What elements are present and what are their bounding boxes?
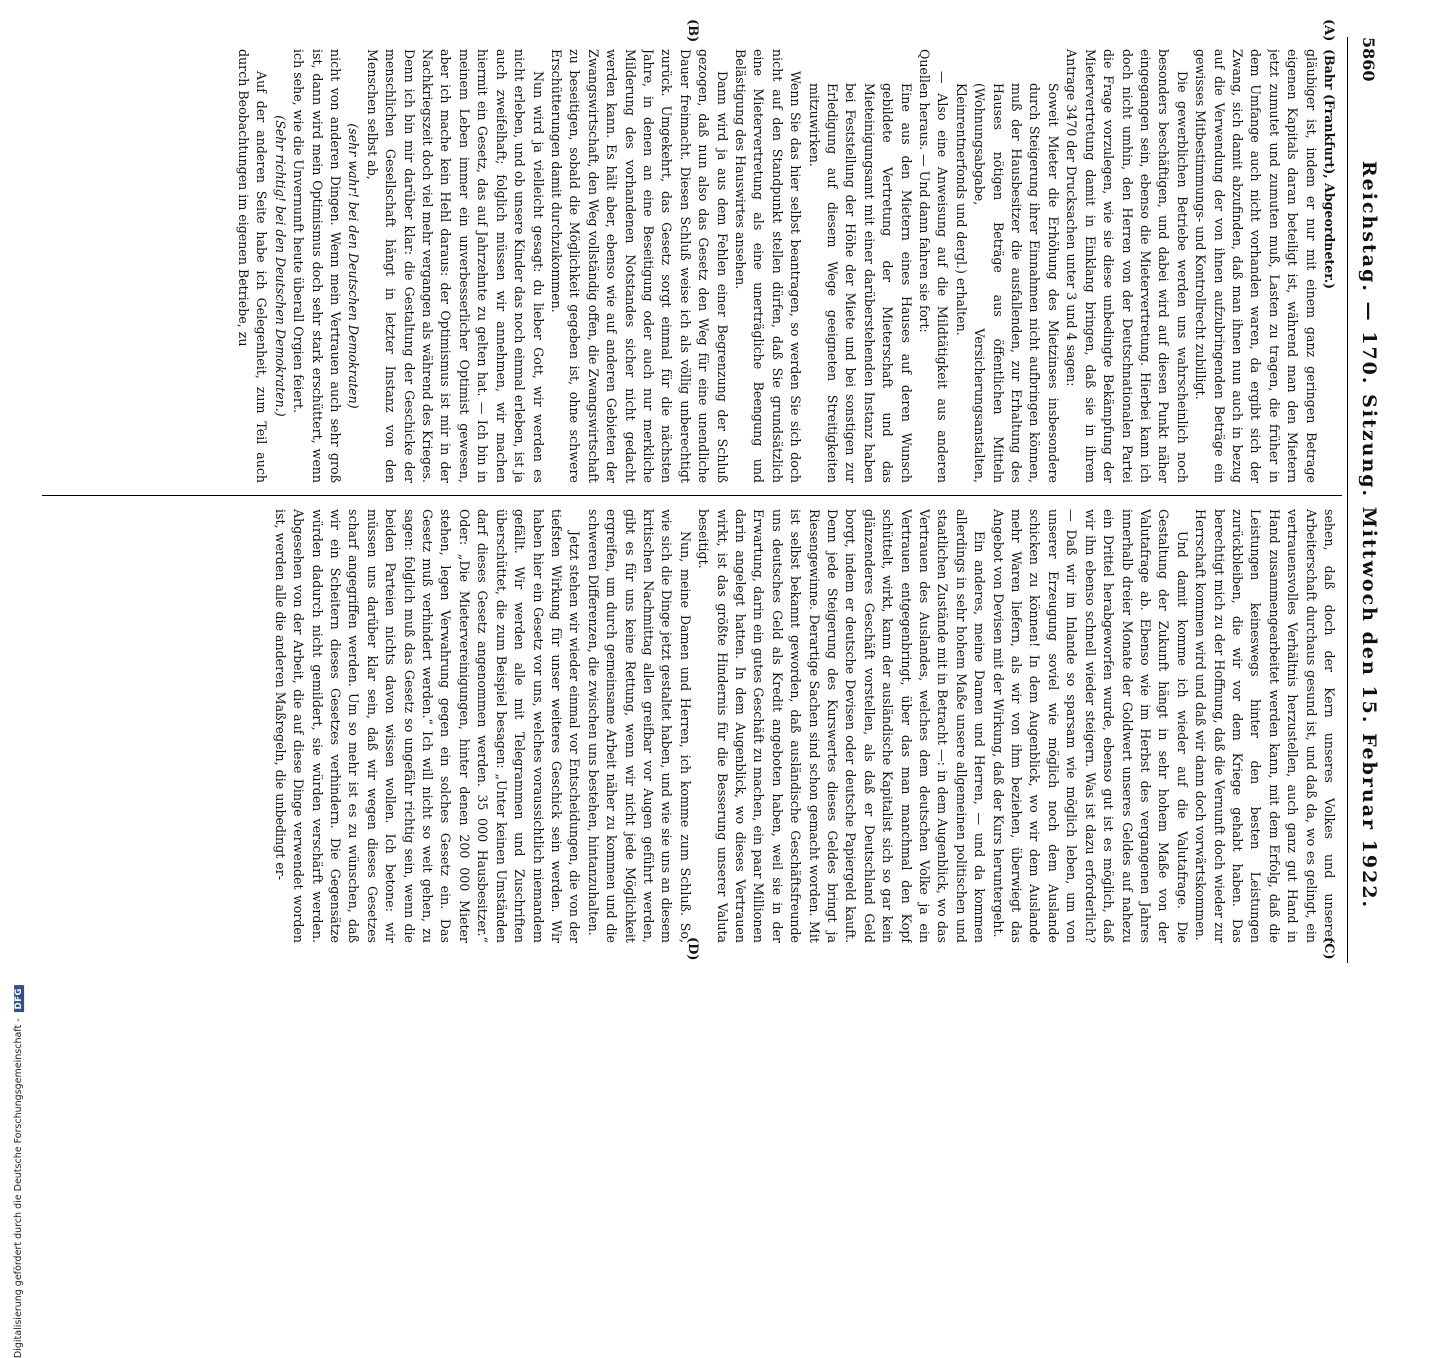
right-paragraph-3: Ein anderes, meine Damen und Herren, — und da kommen allerdings in sehr hohem Maße unsere allgemeinen politischen und staatlichen Zustände mit in Betracht —: in dem Augenblick, wo das Vertrauen des Auslandes, welches dem deutschen Volke ja ein Vertrauen entgegenbringt, über das man manchmal den Kopf schüttelt, wirkt, kann der ausländische Kapitalist sich so gar kein glänzenderes Geschäft vorstellen, als daß er Deutschland Geld borgt, indem er deutsche Devisen oder deutsche Papiergeld kauft. Denn jede Steigerung des Kurswertes dieses Geldes bringt ja Riesengewinne. Derartige Sachen sind schon gemacht worden. Mit ist selbst bekannt geworden, daß ausländische Geschäftsfreunde uns deutsches Geld als Kredit angeboten haben, weil sie in der Erwartung, darin ein gutes Geschäft zu machen, ein paar Millionen darin angelegt hatten. In dem Augenblick, wo dieses Vertrauen wirkt, ist das größte Hindernis für die Besserung unserer Valuta beseitigt. (696, 509, 988, 943)
interjection-2: (Sehr richtig! bei den Deutschen Demokraten.) (272, 115, 288, 417)
right-paragraph-2: Und damit komme ich wieder auf die Valutafrage. Die Gestaltung der Zukunft hängt in sehr hohem Maße von der Valutafrage ab. Ebenso wie im Herbst des vergangenen Jahres innerhalb dreier Monate der Goldwert unseres Geldes auf nahezu ein Drittel herabgeworfen wurde, ebenso gut ist es möglich, daß wir ihn ebenso schnell wieder steigern. Was ist dazu erforderlich? — Daß wir im Inlande so sparsam wie möglich leben, um von unserer Erzeugung soviel wie möglich noch dem Auslande schicken zu können! In dem Augenblick, wo wir dem Auslande mehr Waren liefern, als wir von ihm beziehen, überwiegt das Angebot von Devisen mit der Wirkung, daß der Kurs heruntergeht. (990, 509, 1190, 943)
left-paragraph-1: gläubiger ist, indem er nur mit einem ganz geringen Betrage eigenen Kapitals daran beteiligt ist, während man den Mietern jetzt zumutet und zumuten muß, Lasten zu tragen, die früher in dem Umfange auch nicht vorhanden waren, da ergibt sich der Zwang, sich damit abzufinden, daß man ihnen nun auch in bezug auf die Verwendung der von ihnen aufzubringenden Beträge ein gewisses Mitbestimmungs- und Kontrollrecht zubilligt. (1193, 49, 1319, 483)
right-paragraph-4: Nun, meine Damen und Herren, ich komme zum Schluß. So, wie sich die Dinge jetzt gestaltet haben, und wie sie uns an diesem kritischen Nachmittag allen greifbar vor Augen geführt werden, gibt es für uns keine Rettung, wenn wir nicht jede Möglichkeit ergreifen, um durch gemeinsame Arbeit näher zu kommen und die schweren Differenzen, die zwischen uns bestehen, hintanzuhalten. (585, 509, 693, 943)
left-paragraph-3: — Also eine Anweisung auf die Mildtätigkeit aus anderen Quellen heraus. — Und dann fahren sie fort: (917, 49, 951, 483)
header-rule (1347, 37, 1348, 963)
margin-mark-a: (A) (1321, 19, 1336, 42)
footer-credit (13, 985, 24, 1358)
left-paragraph-5: Dann wird ja aus dem Fehlen einer Begrenzung der Schluß gezogen, daß nun also das Gesetz den Weg für eine unendliche Dauer freimacht. Diesen Schluß weise ich als völlig unberechtigt zurück. Umgekehrt, das Gesetz sorgt einmal für die nächsten Jahre, in denen an eine Beseitigung oder auch nur merkliche Milderung des vorhandenen Notstandes sicher nicht gedacht werden kann. Es hält aber, ebenso wie auf anderen Gebieten der Zwangswirtschaft, den Weg vollständig offen, die Zwangswirtschaft zu beseitigen, sobald die Möglichkeit gegeben ist, ohne schwere Erschütterungen damit durchzukommen. (548, 49, 730, 483)
speaker-line (1320, 49, 1338, 483)
margin-mark-b: (B) (685, 19, 700, 43)
left-paragraph-2: Die gewerblichen Betriebe werden uns wahrscheinlich noch besonders beschäftigen, und dabei wird auf diesen Punkt näher eingegangen sein, ebenso die Mietervertretung. Hierbei kann ich doch nicht umhin, den Herren von der Deutschnationalen Partei die Frage vorzulegen, wie sie diese unbedingte Bekämpfung der Mietervertretung damit in Einklang bringen, daß sie in ihrem Antrage 3470 der Drucksachen unter 3 und 4 sagen: (1064, 49, 1190, 483)
dfg-logo: DFG (14, 985, 24, 1012)
document-page (30, 15, 1400, 975)
footer-credit-text: Digitalisierung gefördert durch die Deutsche Forschungsgemeinschaft - (13, 1018, 24, 1358)
left-column (40, 49, 1338, 483)
right-paragraph-1: sehen, daß doch der Kern unseres Volkes und unserer Arbeiterschaft durchaus gesund ist, und daß da, wo es gelingt, ein vertrauensvolles Verhältnis herzustellen, auch ganz gut Hand in Hand zusammengearbeitet werden kann, mit dem Erfolg, daß die Leistungen keineswegs hinter den besten Leistungen zurückbleiben, die wir vor dem Kriege gehabt haben. Das berechtigt mich zu der Hoffnung, daß die Vernunft doch wieder zur Herrschaft kommen wird und daß wir dann doch vorwärtskommen. (1193, 509, 1337, 943)
running-title: Reichstag. — 170. Sitzung. Mittwoch den 15. Februar 1922. (1358, 160, 1380, 910)
left-quote-1: Soweit Mieter die Erhöhung des Mietzinses insbesondere durch Steigerung ihrer Einnahmen nicht aufbringen können, muß der Hausbesitzer die ausfallenden, zur Erhaltung des Hauses nötigen Beträge aus öffentlichen Mitteln (Wohnungsabgabe, Versicherungsanstalten, Kleinrentnerfonds und dergl.) erhalten. (953, 83, 1061, 483)
speaker-name: (Bahr (Frankfurt), Abgeordneter.) (1322, 49, 1337, 290)
digitization-footer (0, 985, 1434, 1358)
margin-mark-c: (C) (1321, 937, 1336, 960)
left-quote-2: Eine aus den Mietern eines Hauses auf deren Wunsch gebildete Vertretung der Mieterschaft und das Mieteinigungsamt mit einer darüberstehenden Instanz haben bei Feststellung der Höhe der Miete und bei sonstigen zur Erledigung auf diesem Wege geeigneten Streitigkeiten mitzuwirken. (806, 83, 914, 483)
left-paragraph-4: Wenn Sie das hier selbst beantragen, so werden Sie sich doch nicht auf den Standpunkt stellen dürfen, daß Sie grundsätzlich eine Mietervertretung als eine unerträgliche Beengung und Belästigung des Hauswirtes ansehen. (733, 49, 804, 483)
left-paragraph-6: Nun wird ja vielleicht gesagt: du lieber Gott, wir werden es nicht erleben, und ob unsere Kinder das noch einmal erleben, ist ja auch zweifelhaft; folglich müssen wir annehmen, wir machen hiermit ein Gesetz, das auf Jahrzehnte zu gelten hat. — Ich bin in meinem Leben immer ein unverbesserlicher Optimist gewesen, aber ich mache kein Hehl daraus: der Optimismus ist mir in der Nachkriegszeit doch viel mehr vergangen als während des Krieges. Denn ich bin mir darüber klar: die Gestaltung der Geschicke der menschlichen Gesellschaft hängt in letzter Instanz von den Menschen selbst ab, (364, 49, 546, 483)
page-header (1352, 37, 1382, 963)
interjection-1: (sehr wahr! bei den Deutschen Demokraten) (346, 123, 362, 409)
right-paragraph-5: Jetzt stehen wir wieder einmal vor Entscheidungen, die von der tiefsten Wirkung für unser weiteres Geschick sein werden. Wir haben hier ein Gesetz vor uns, welches voraussichtlich niemandem gefällt. Wir werden alle mit Telegrammen und Zuschriften überschüttet, die zum Beispiel besagen: „Unter keinen Umständen darf dieses Gesetz angenommen werden. 35 000 Hausbesitzer.“ Oder: „Die Mietervereinigungen, hinter denen 200 000 Mieter stehen, legen Verwahrung gegen ein solches Gesetz ein. Das Gesetz muß verhindert werden.“ Ich will nicht so weit gehen, zu sagen: folglich muß das Gesetz so ungefähr richtig sein, wenn die beiden Parteien nichts davon wissen wollen. Ich betone: wir müssen uns darüber klar sein, daß wir wegen dieses Gesetzes scharf angegriffen werden. Um so mehr ist es zu wünschen, daß wir ein Scheitern dieses Gesetzes verhindern. Die Gegensätze würden dadurch nicht gemildert, sie würden verschärft werden. Abgesehen von der Arbeit, die auf diese Dinge verwendet worden ist, werden alle die anderen Maßregeln, die unbedingt er- (272, 509, 583, 943)
left-paragraph-8: Auf der anderen Seite habe ich Gelegenheit, zum Teil auch durch Beobachtungen im eigenen Betriebe, zu (236, 49, 270, 483)
page-number: 5860 (1359, 37, 1378, 82)
column-divider (42, 495, 1342, 496)
left-paragraph-7: nicht von anderen Dingen. Wenn mein Vertrauen auch sehr groß ist, dann wird mein Optimismus doch sehr stark erschüttert, wenn ich sehe, wie die Unvernunft heute überall Orgien feiert. (291, 49, 344, 483)
margin-mark-d: (D) (685, 937, 700, 961)
right-column (40, 509, 1338, 943)
